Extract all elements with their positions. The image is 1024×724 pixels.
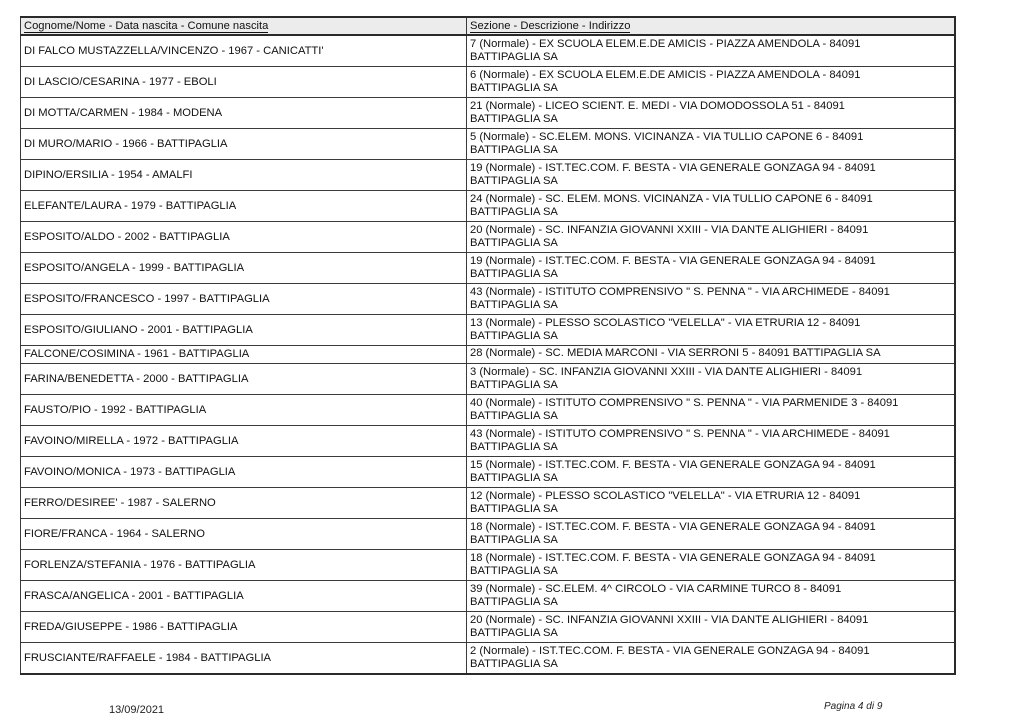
section-line-1: 39 (Normale) - SC.ELEM. 4^ CIRCOLO - VIA CARMINE TURCO 8 - 84091 (470, 583, 842, 595)
section-line-2: BATTIPAGLIA SA (470, 565, 558, 577)
cell-section-address (467, 550, 955, 581)
table-row (21, 35, 955, 67)
section-line-2: BATTIPAGLIA SA (470, 472, 558, 484)
section-line-1: 19 (Normale) - IST.TEC.COM. F. BESTA - VIA GENERALE GONZAGA 94 - 84091 (470, 255, 876, 267)
section-line-1: 28 (Normale) - SC. MEDIA MARCONI - VIA SERRONI 5 - 84091 BATTIPAGLIA SA (470, 347, 881, 359)
table-row (21, 191, 955, 222)
cell-name-birth: FORLENZA/STEFANIA - 1976 - BATTIPAGLIA (21, 550, 467, 581)
cell-name-birth: DI MOTTA/CARMEN - 1984 - MODENA (21, 98, 467, 129)
cell-section-address (467, 98, 955, 129)
cell-name-birth: DI MURO/MARIO - 1966 - BATTIPAGLIA (21, 129, 467, 160)
section-line-1: 18 (Normale) - IST.TEC.COM. F. BESTA - VIA GENERALE GONZAGA 94 - 84091 (470, 552, 876, 564)
voter-list-table (20, 16, 956, 675)
cell-section-address (467, 395, 955, 426)
table-row (21, 457, 955, 488)
section-line-2: BATTIPAGLIA SA (470, 596, 558, 608)
table-header-row (21, 17, 955, 35)
section-line-2: BATTIPAGLIA SA (470, 534, 558, 546)
section-line-2: BATTIPAGLIA SA (470, 299, 558, 311)
section-line-2: BATTIPAGLIA SA (470, 206, 558, 218)
footer-date: 13/09/2021 (109, 704, 165, 716)
table-row (21, 488, 955, 519)
table-row (21, 98, 955, 129)
section-line-2: BATTIPAGLIA SA (470, 627, 558, 639)
table-row (21, 519, 955, 550)
section-line-1: 12 (Normale) - PLESSO SCOLASTICO "VELELLA" - VIA ETRURIA 12 - 84091 (470, 490, 861, 502)
cell-section-address (467, 222, 955, 253)
cell-name-birth: ESPOSITO/GIULIANO - 2001 - BATTIPAGLIA (21, 315, 467, 346)
section-line-2: BATTIPAGLIA SA (470, 379, 558, 391)
cell-section-address (467, 581, 955, 612)
table-row (21, 160, 955, 191)
cell-name-birth: ESPOSITO/FRANCESCO - 1997 - BATTIPAGLIA (21, 284, 467, 315)
table-row (21, 426, 955, 457)
cell-name-birth: FAVOINO/MIRELLA - 1972 - BATTIPAGLIA (21, 426, 467, 457)
cell-section-address (467, 519, 955, 550)
cell-name-birth: FARINA/BENEDETTA - 2000 - BATTIPAGLIA (21, 364, 467, 395)
cell-section-address (467, 612, 955, 643)
cell-name-birth: FRUSCIANTE/RAFFAELE - 1984 - BATTIPAGLIA (21, 643, 467, 675)
table-body (21, 35, 955, 674)
cell-name-birth: FRASCA/ANGELICA - 2001 - BATTIPAGLIA (21, 581, 467, 612)
cell-section-address (467, 284, 955, 315)
table-row (21, 581, 955, 612)
section-line-1: 3 (Normale) - SC. INFANZIA GIOVANNI XXIII - VIA DANTE ALIGHIERI - 84091 (470, 366, 863, 378)
cell-name-birth: FREDA/GIUSEPPE - 1986 - BATTIPAGLIA (21, 612, 467, 643)
table-row (21, 364, 955, 395)
cell-name-birth: DI LASCIO/CESARINA - 1977 - EBOLI (21, 67, 467, 98)
cell-section-address (467, 643, 955, 675)
cell-section-address (467, 67, 955, 98)
table-row (21, 67, 955, 98)
section-line-2: BATTIPAGLIA SA (470, 175, 558, 187)
cell-name-birth: ELEFANTE/LAURA - 1979 - BATTIPAGLIA (21, 191, 467, 222)
section-line-1: 18 (Normale) - IST.TEC.COM. F. BESTA - VIA GENERALE GONZAGA 94 - 84091 (470, 521, 876, 533)
section-line-1: 13 (Normale) - PLESSO SCOLASTICO "VELELLA" - VIA ETRURIA 12 - 84091 (470, 317, 861, 329)
column-header-name: Cognome/Nome - Data nascita - Comune nascita (21, 17, 467, 35)
table-row (21, 346, 955, 364)
section-line-2: BATTIPAGLIA SA (470, 410, 558, 422)
cell-section-address (467, 253, 955, 284)
cell-name-birth: FIORE/FRANCA - 1964 - SALERNO (21, 519, 467, 550)
section-line-2: BATTIPAGLIA SA (470, 51, 558, 63)
column-header-section: Sezione - Descrizione - Indirizzo (467, 17, 955, 35)
section-line-1: 20 (Normale) - SC. INFANZIA GIOVANNI XXIII - VIA DANTE ALIGHIERI - 84091 (470, 224, 869, 236)
cell-section-address (467, 191, 955, 222)
cell-name-birth: FAVOINO/MONICA - 1973 - BATTIPAGLIA (21, 457, 467, 488)
cell-section-address (467, 364, 955, 395)
page-number: Pagina 4 di 9 (824, 701, 883, 712)
cell-name-birth: DI FALCO MUSTAZZELLA/VINCENZO - 1967 - CANICATTI' (21, 35, 467, 67)
table-row (21, 253, 955, 284)
section-line-1: 40 (Normale) - ISTITUTO COMPRENSIVO " S. PENNA " - VIA PARMENIDE 3 - 84091 (470, 397, 899, 409)
section-line-2: BATTIPAGLIA SA (470, 237, 558, 249)
section-line-2: BATTIPAGLIA SA (470, 441, 558, 453)
table-row (21, 643, 955, 675)
cell-section-address (467, 160, 955, 191)
table-row (21, 612, 955, 643)
section-line-1: 43 (Normale) - ISTITUTO COMPRENSIVO " S. PENNA " - VIA ARCHIMEDE - 84091 (470, 286, 890, 298)
table-row (21, 315, 955, 346)
table-row (21, 550, 955, 581)
section-line-1: 15 (Normale) - IST.TEC.COM. F. BESTA - VIA GENERALE GONZAGA 94 - 84091 (470, 459, 876, 471)
table-row (21, 284, 955, 315)
section-line-1: 2 (Normale) - IST.TEC.COM. F. BESTA - VIA GENERALE GONZAGA 94 - 84091 (470, 645, 870, 657)
cell-name-birth: FERRO/DESIREE' - 1987 - SALERNO (21, 488, 467, 519)
section-line-1: 20 (Normale) - SC. INFANZIA GIOVANNI XXIII - VIA DANTE ALIGHIERI - 84091 (470, 614, 869, 626)
section-line-1: 21 (Normale) - LICEO SCIENT. E. MEDI - VIA DOMODOSSOLA 51 - 84091 (470, 100, 845, 112)
section-line-1: 24 (Normale) - SC. ELEM. MONS. VICINANZA - VIA TULLIO CAPONE 6 - 84091 (470, 193, 873, 205)
section-line-2: BATTIPAGLIA SA (470, 268, 558, 280)
cell-section-address (467, 346, 955, 364)
cell-section-address (467, 457, 955, 488)
section-line-2: BATTIPAGLIA SA (470, 330, 558, 342)
cell-section-address (467, 315, 955, 346)
table-row (21, 222, 955, 253)
section-line-2: BATTIPAGLIA SA (470, 503, 558, 515)
cell-section-address (467, 35, 955, 67)
section-line-2: BATTIPAGLIA SA (470, 144, 558, 156)
section-line-2: BATTIPAGLIA SA (470, 82, 558, 94)
cell-name-birth: DIPINO/ERSILIA - 1954 - AMALFI (21, 160, 467, 191)
table-row (21, 129, 955, 160)
cell-name-birth: FALCONE/COSIMINA - 1961 - BATTIPAGLIA (21, 346, 467, 364)
cell-section-address (467, 129, 955, 160)
cell-name-birth: FAUSTO/PIO - 1992 - BATTIPAGLIA (21, 395, 467, 426)
section-line-1: 7 (Normale) - EX SCUOLA ELEM.E.DE AMICIS - PIAZZA AMENDOLA - 84091 (470, 38, 861, 50)
cell-name-birth: ESPOSITO/ANGELA - 1999 - BATTIPAGLIA (21, 253, 467, 284)
section-line-2: BATTIPAGLIA SA (470, 113, 558, 125)
section-line-1: 19 (Normale) - IST.TEC.COM. F. BESTA - VIA GENERALE GONZAGA 94 - 84091 (470, 162, 876, 174)
section-line-1: 5 (Normale) - SC.ELEM. MONS. VICINANZA - VIA TULLIO CAPONE 6 - 84091 (470, 131, 864, 143)
cell-section-address (467, 488, 955, 519)
cell-section-address (467, 426, 955, 457)
section-line-1: 6 (Normale) - EX SCUOLA ELEM.E.DE AMICIS - PIAZZA AMENDOLA - 84091 (470, 69, 861, 81)
table-row (21, 395, 955, 426)
section-line-1: 43 (Normale) - ISTITUTO COMPRENSIVO " S. PENNA " - VIA ARCHIMEDE - 84091 (470, 428, 890, 440)
section-line-2: BATTIPAGLIA SA (470, 658, 558, 670)
cell-name-birth: ESPOSITO/ALDO - 2002 - BATTIPAGLIA (21, 222, 467, 253)
